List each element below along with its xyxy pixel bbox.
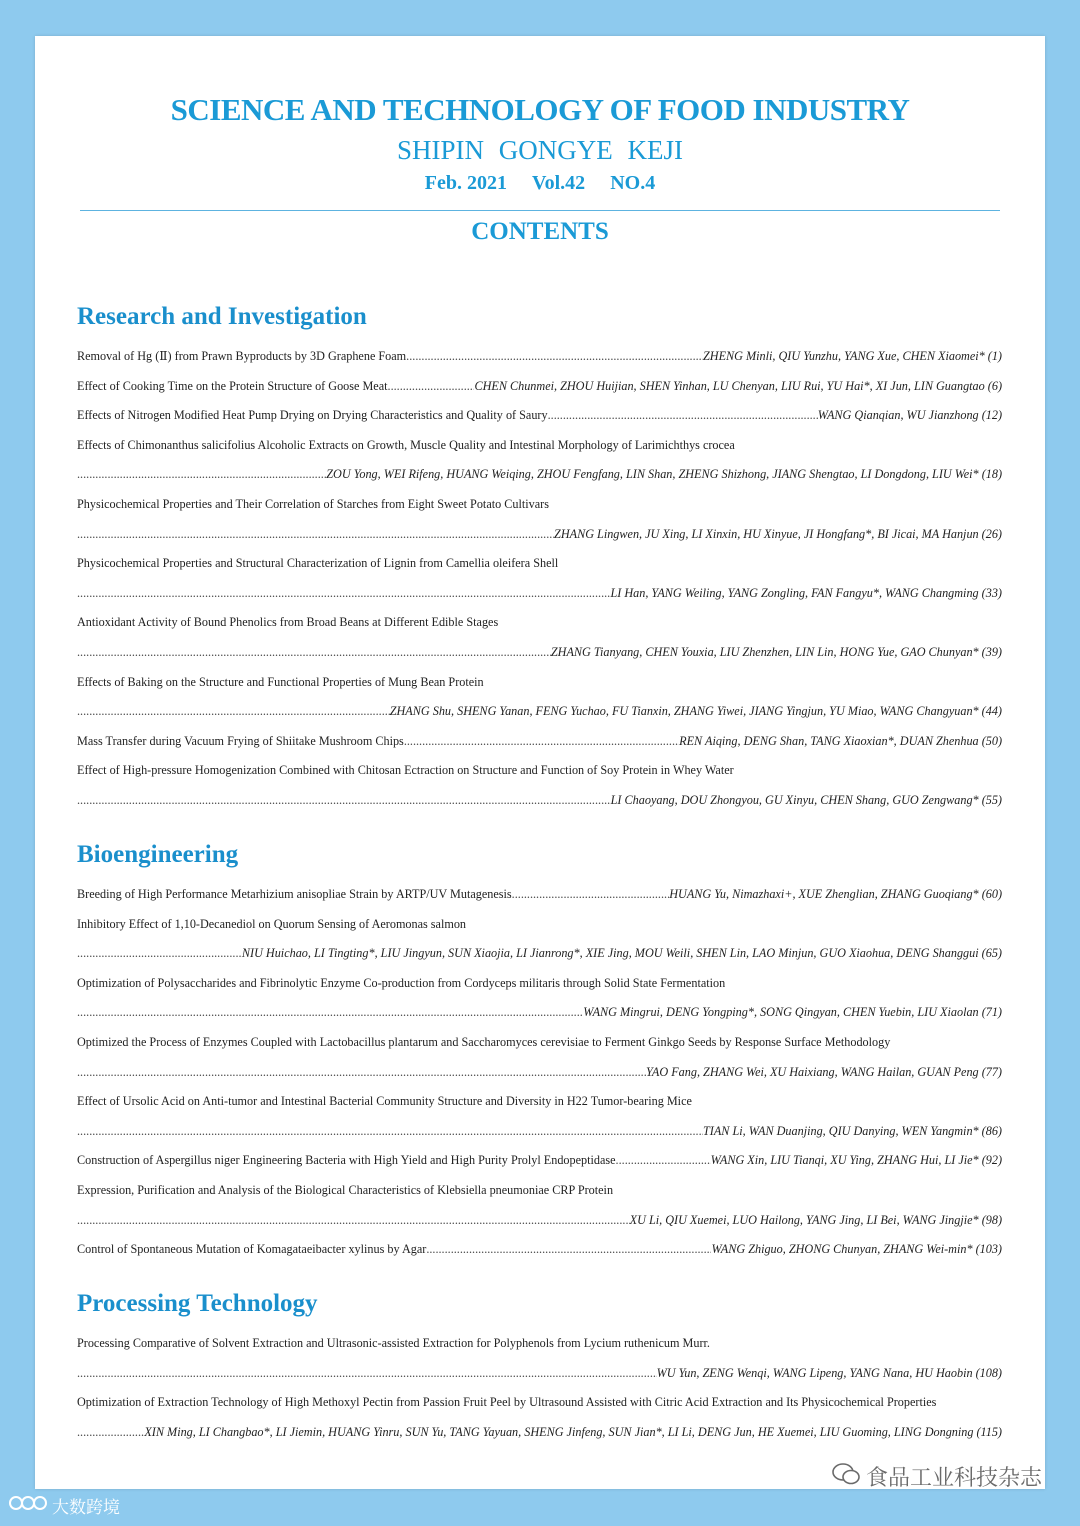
issue-info <box>35 172 1045 195</box>
toc-entry-title[interactable]: Optimized the Process of Enzymes Coupled with Lactobacillus plantarum and Saccharomyces cerevisiae to Ferment Ginkgo Seeds by Response Surface Methodology <box>77 1034 891 1049</box>
toc-entry-title[interactable]: Effect of High-pressure Homogenization Combined with Chitosan Ectraction on Structure and Function of Soy Protein in Whey Water <box>77 763 734 778</box>
toc-entry-title[interactable]: Expression, Purification and Analysis of the Biological Characteristics of Klebsiella pneumoniae CRP Protein <box>77 1182 614 1197</box>
issue-volume: Vol.42 <box>532 172 586 194</box>
toc-entry-title[interactable]: Processing Comparative of Solvent Extraction and Ultrasonic-assisted Extraction for Polyphenols from Lycium ruthenicum Murr. <box>77 1336 710 1350</box>
toc-entry-authors: ..... YAO Fang, ZHANG Wei, XU Haixiang, WANG Hailan, GUAN Peng (77) <box>77 1058 1002 1088</box>
toc-entry[interactable]: Control of Spontaneous Mutation of Komagataeibacter xylinus by Agar ..... WANG Zhiguo, ZHONG Chunyan, ZHANG Wei-min* (103) <box>77 1235 1002 1265</box>
wechat-watermark <box>832 1461 1042 1492</box>
wechat-icon <box>832 1462 860 1492</box>
toc-entry-authors: ..... LI Han, YANG Weiling, YANG Zongling, FAN Fangyu*, WANG Changming (33) <box>77 579 1002 609</box>
toc-entry-authors: ..... NIU Huichao, LI Tingting*, LIU Jingyun, SUN Xiaojia, LI Jianrong*, XIE Jing, MOU Weili, SHEN Lin, LAO Minjun, GUO Xiaohua, DENG Shanggui (65) <box>77 939 1002 969</box>
toc-entry-title[interactable]: Effects of Baking on the Structure and Functional Properties of Mung Bean Protein <box>77 674 484 689</box>
toc-entry-authors: ..... ZOU Yong, WEI Rifeng, HUANG Weiqing, ZHOU Fengfang, LIN Shan, ZHENG Shizhong, JIANG Shengtao, LI Dongdong, LIU Wei* (18) <box>77 460 1002 490</box>
section-title: Processing Technology <box>77 1290 318 1317</box>
toc-entry-authors: ..... ZHANG Tianyang, CHEN Youxia, LIU Zhenzhen, LIN Lin, HONG Yue, GAO Chunyan* (39) <box>77 638 1002 668</box>
toc-entry-authors: ..... ZHANG Shu, SHENG Yanan, FENG Yuchao, FU Tianxin, ZHANG Yiwei, JIANG Yingjun, YU Miao, WANG Changyuan* (44) <box>77 697 1002 727</box>
toc-entry[interactable]: Effects of Nitrogen Modified Heat Pump Drying on Drying Characteristics and Quality of Saury ..... WANG Qianqian, WU Jianzhong (12) <box>77 401 1002 431</box>
issue-date: Feb. 2021 <box>424 172 508 194</box>
header-divider <box>80 210 1000 211</box>
toc-entry-title[interactable]: Effects of Chimonanthus salicifolius Alcoholic Extracts on Growth, Muscle Quality and Intestinal Morphology of Larimichthys crocea <box>77 437 735 452</box>
toc-entry-title[interactable]: Physicochemical Properties and Their Correlation of Starches from Eight Sweet Potato Cultivars <box>77 496 549 511</box>
toc-entry-authors: ..... ZHANG Lingwen, JU Xing, LI Xinxin, HU Xinyue, JI Hongfang*, BI Jicai, MA Hanjun (26) <box>77 520 1002 550</box>
wechat-account-name: 食品工业科技杂志 <box>865 1466 1042 1491</box>
toc-entry-title[interactable]: Antioxidant Activity of Bound Phenolics from Broad Beans at Different Edible Stages <box>77 615 499 630</box>
brand-logo-icon <box>8 1493 48 1518</box>
toc-entry-authors: ..... LI Chaoyang, DOU Zhongyou, GU Xinyu, CHEN Shang, GUO Zengwang* (55) <box>77 786 1002 816</box>
section-bioengineering <box>77 840 1002 1265</box>
toc-entry[interactable]: Breeding of High Performance Metarhizium anisopliae Strain by ARTP/UV Mutagenesis ..... HUANG Yu, Nimazhaxi+, XUE Zhenglian, ZHANG Guoqiang* (60) <box>77 880 1002 910</box>
journal-page <box>35 36 1045 1489</box>
toc-entry-authors: ..... WU Yun, ZENG Wenqi, WANG Lipeng, YANG Nana, HU Haobin (108) <box>77 1359 1002 1389</box>
toc-entry-title[interactable]: Optimization of Polysaccharides and Fibrinolytic Enzyme Co-production from Cordyceps militaris through Solid State Fermentation <box>77 975 726 990</box>
toc-entry[interactable]: Construction of Aspergillus niger Engineering Bacteria with High Yield and High Purity Prolyl Endopeptidase ..... WANG Xin, LIU Tianqi, XU Ying, ZHANG Hui, LI Jie* (92) <box>77 1146 1002 1176</box>
toc-entry-authors: ..... TIAN Li, WAN Duanjing, QIU Danying, WEN Yangmin* (86) <box>77 1117 1002 1147</box>
toc-entry-title[interactable]: Physicochemical Properties and Structural Characterization of Lignin from Camellia oleifera Shell <box>77 556 559 571</box>
toc-entry-title[interactable]: Effect of Ursolic Acid on Anti-tumor and Intestinal Bacterial Community Structure and Diversity in H22 Tumor-bearing Mice <box>77 1094 692 1109</box>
toc-entry-authors: ..... WANG Mingrui, DENG Yongping*, SONG Qingyan, CHEN Yuebin, LIU Xiaolan (71) <box>77 998 1002 1028</box>
journal-title: SCIENCE AND TECHNOLOGY OF FOOD INDUSTRY <box>170 92 910 127</box>
toc-entry[interactable]: Effect of Cooking Time on the Protein Structure of Goose Meat ..... CHEN Chunmei, ZHOU Huijian, SHEN Yinhan, LU Chenyan, LIU Rui, YU Hai*, XI Jun, LIN Guangtao (6) <box>77 372 1002 402</box>
toc-entry-title[interactable]: Optimization of Extraction Technology of High Methoxyl Pectin from Passion Fruit Peel by Ultrasound Assisted with Citric Acid Extraction and Its Physicochemical Properties <box>77 1395 937 1410</box>
toc-entry-authors: ..... XIN Ming, LI Changbao*, LI Jiemin, HUANG Yinru, SUN Yu, TANG Yayuan, SHENG Jinfeng, SUN Jian*, LI Li, DENG Jun, HE Xuemei, LIU Guoming, LING Dongning (115) <box>77 1418 1002 1448</box>
section-processing <box>77 1289 1002 1447</box>
contents-heading: CONTENTS <box>471 218 609 245</box>
section-title: Research and Investigation <box>77 303 367 330</box>
section-research <box>77 302 1002 816</box>
journal-pinyin: SHIPIN GONGYE KEJI <box>397 135 683 165</box>
brand-watermark <box>8 1493 120 1518</box>
toc-entry-authors: ..... XU Li, QIU Xuemei, LUO Hailong, YANG Jing, LI Bei, WANG Jingjie* (98) <box>77 1206 1002 1236</box>
brand-name: 大数跨境 <box>52 1498 120 1518</box>
toc-entry-title[interactable]: Inhibitory Effect of 1,10-Decanediol on Quorum Sensing of Aeromonas salmon <box>77 916 467 931</box>
toc-entry[interactable]: Mass Transfer during Vacuum Frying of Shiitake Mushroom Chips ..... REN Aiqing, DENG Shan, TANG Xiaoxian*, DUAN Zhenhua (50) <box>77 727 1002 757</box>
section-title: Bioengineering <box>77 841 239 868</box>
toc-entry[interactable]: Removal of Hg (Ⅱ) from Prawn Byproducts by 3D Graphene Foam ..... ZHENG Minli, QIU Yunzhu, YANG Xue, CHEN Xiaomei* (1) <box>77 342 1002 372</box>
issue-number: NO.4 <box>610 172 656 194</box>
